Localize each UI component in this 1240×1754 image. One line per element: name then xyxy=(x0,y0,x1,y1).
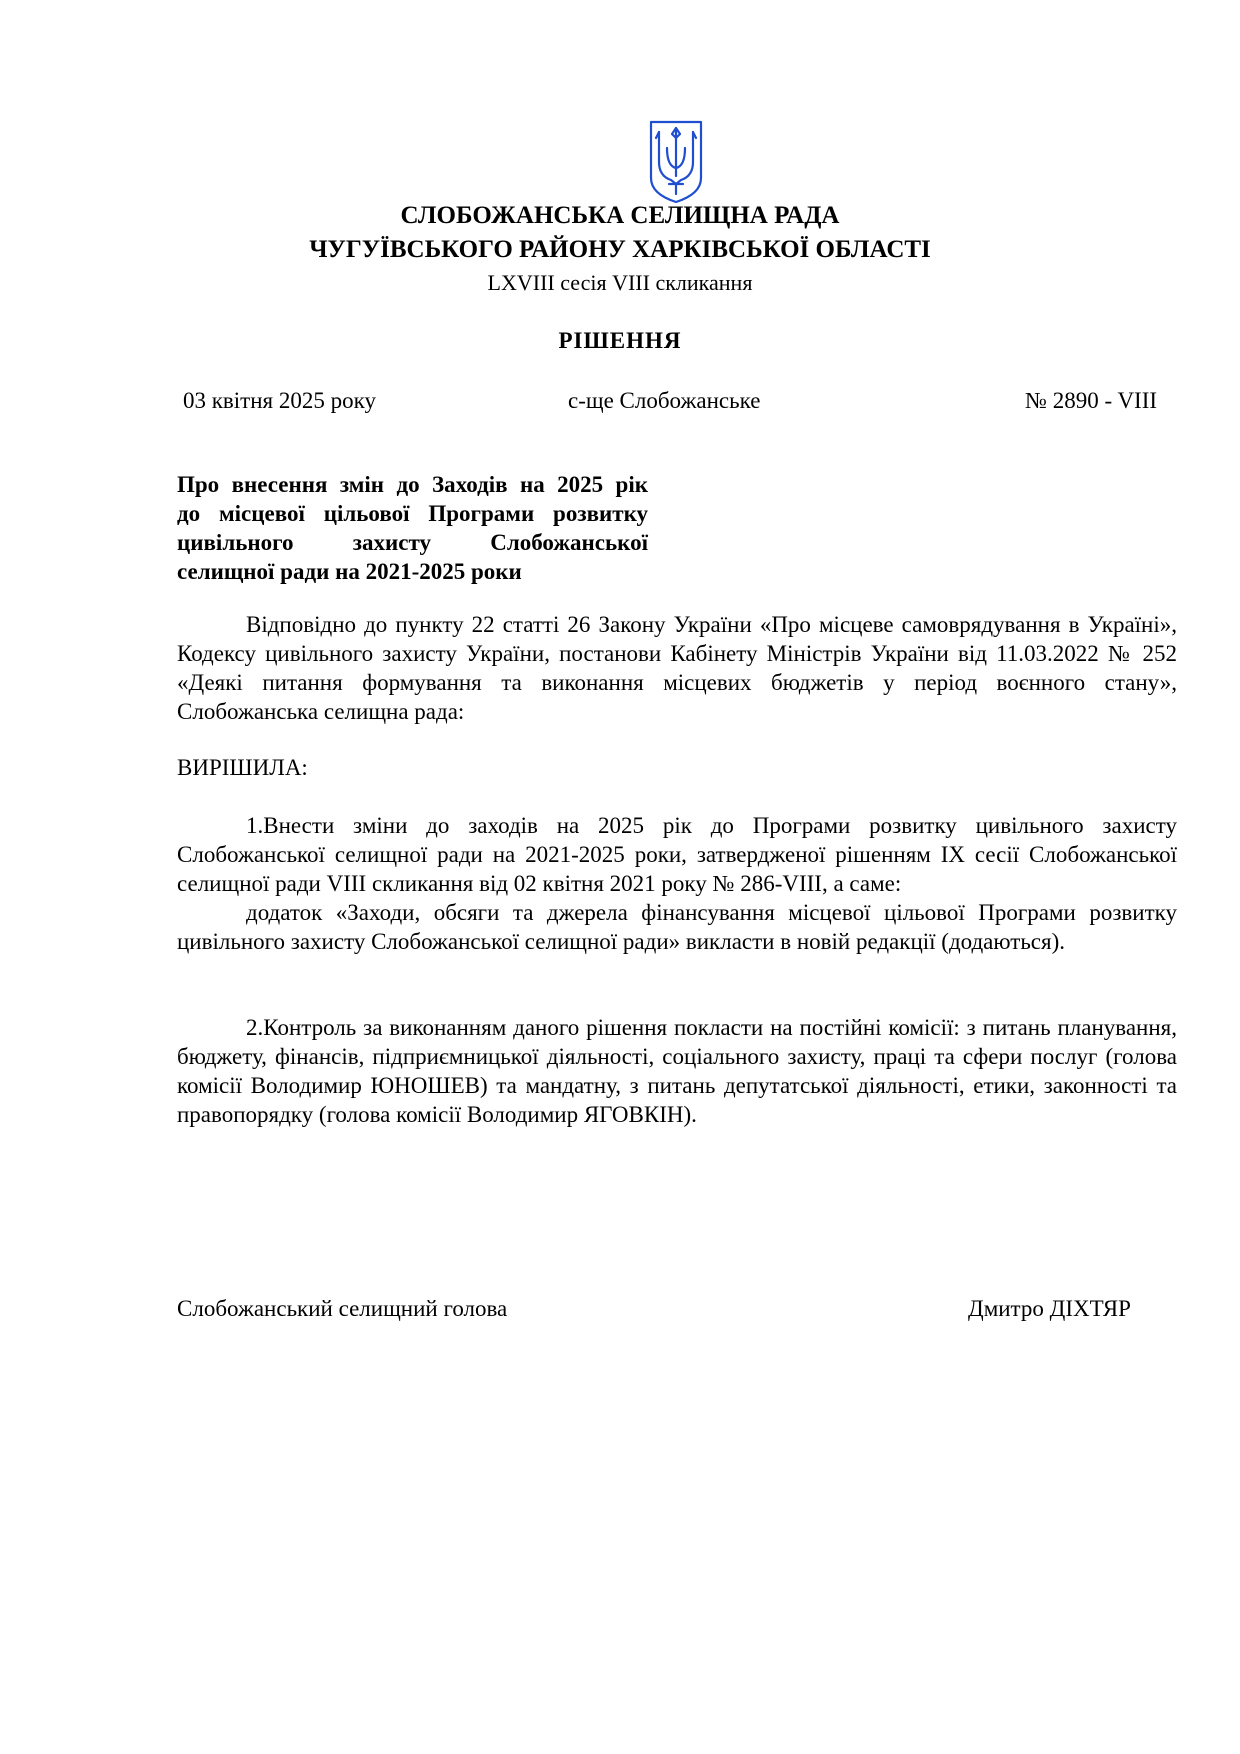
decision-place: с-ще Слобожанське xyxy=(568,388,761,413)
resolved-heading: ВИРІШИЛА: xyxy=(177,755,308,780)
resolution-item-text: 1.Внести зміни до заходів на 2025 рік до Програми розвитку цивільного захисту Слобожанської селищної ради на 2021-2025 роки, затвердженої рішенням IX сесії Слобожанської селищної ради VIII скликання від 02 квітня 2021 року № 286-VIII, а саме: xyxy=(177,813,1177,896)
preamble-paragraph: Відповідно до пункту 22 статті 26 Закону України «Про місцеве самоврядування в Україні», Кодексу цивільного захисту України, постанови Кабінету Міністрів України від 11.03.2022 № 252 «Деякі питання формування та виконання місцевих бюджетів у період воєнного стану», Слобожанська селищна рада: xyxy=(177,612,1177,724)
resolution-item-text: 2.Контроль за виконанням даного рішення покласти на постійні комісії: з питань планування, бюджету, фінансів, підприємницької діяльності, соціального захисту, праці та сфери послуг (голова комісії Володимир ЮНОШЕВ) та мандатну, з питань депутатської діяльності, етики, законності та правопорядку (голова комісії Володимир ЯГОВКІН). xyxy=(177,1015,1177,1127)
signatory-name: Дмитро ДІХТЯР xyxy=(968,1296,1131,1321)
resolution-item-1 xyxy=(177,811,1177,956)
subject-line: Про внесення змін до Заходів на 2025 рік xyxy=(177,472,648,497)
council-name-line1: СЛОБОЖАНСЬКА СЕЛИЩНА РАДА xyxy=(400,202,840,229)
subject-line: цивільного захисту Слобожанської xyxy=(177,530,648,555)
resolution-item-subtext: додаток «Заходи, обсяги та джерела фінансування місцевої цільової Програми розвитку цивільного захисту Слобожанської селищної ради» викласти в новій редакції (додаються). xyxy=(177,900,1177,954)
decision-date: 03 квітня 2025 року xyxy=(183,388,376,413)
subject-line: до місцевої цільової Програми розвитку xyxy=(177,501,648,526)
session-line: LXVIII сесія VIII скликання xyxy=(487,270,753,295)
signatory-role: Слобожанський селищний голова xyxy=(177,1296,508,1321)
council-name-line2: ЧУГУЇВСЬКОГО РАЙОНУ ХАРКІВСЬКОЇ ОБЛАСТІ xyxy=(309,236,931,263)
decision-number: № 2890 - VIII xyxy=(1025,388,1158,413)
resolution-item-2 xyxy=(177,1013,1177,1129)
document-type-title: РІШЕННЯ xyxy=(558,328,682,353)
subject-line: селищної ради на 2021-2025 роки xyxy=(177,559,522,584)
trident-icon xyxy=(647,118,705,204)
decision-subject xyxy=(177,470,648,586)
